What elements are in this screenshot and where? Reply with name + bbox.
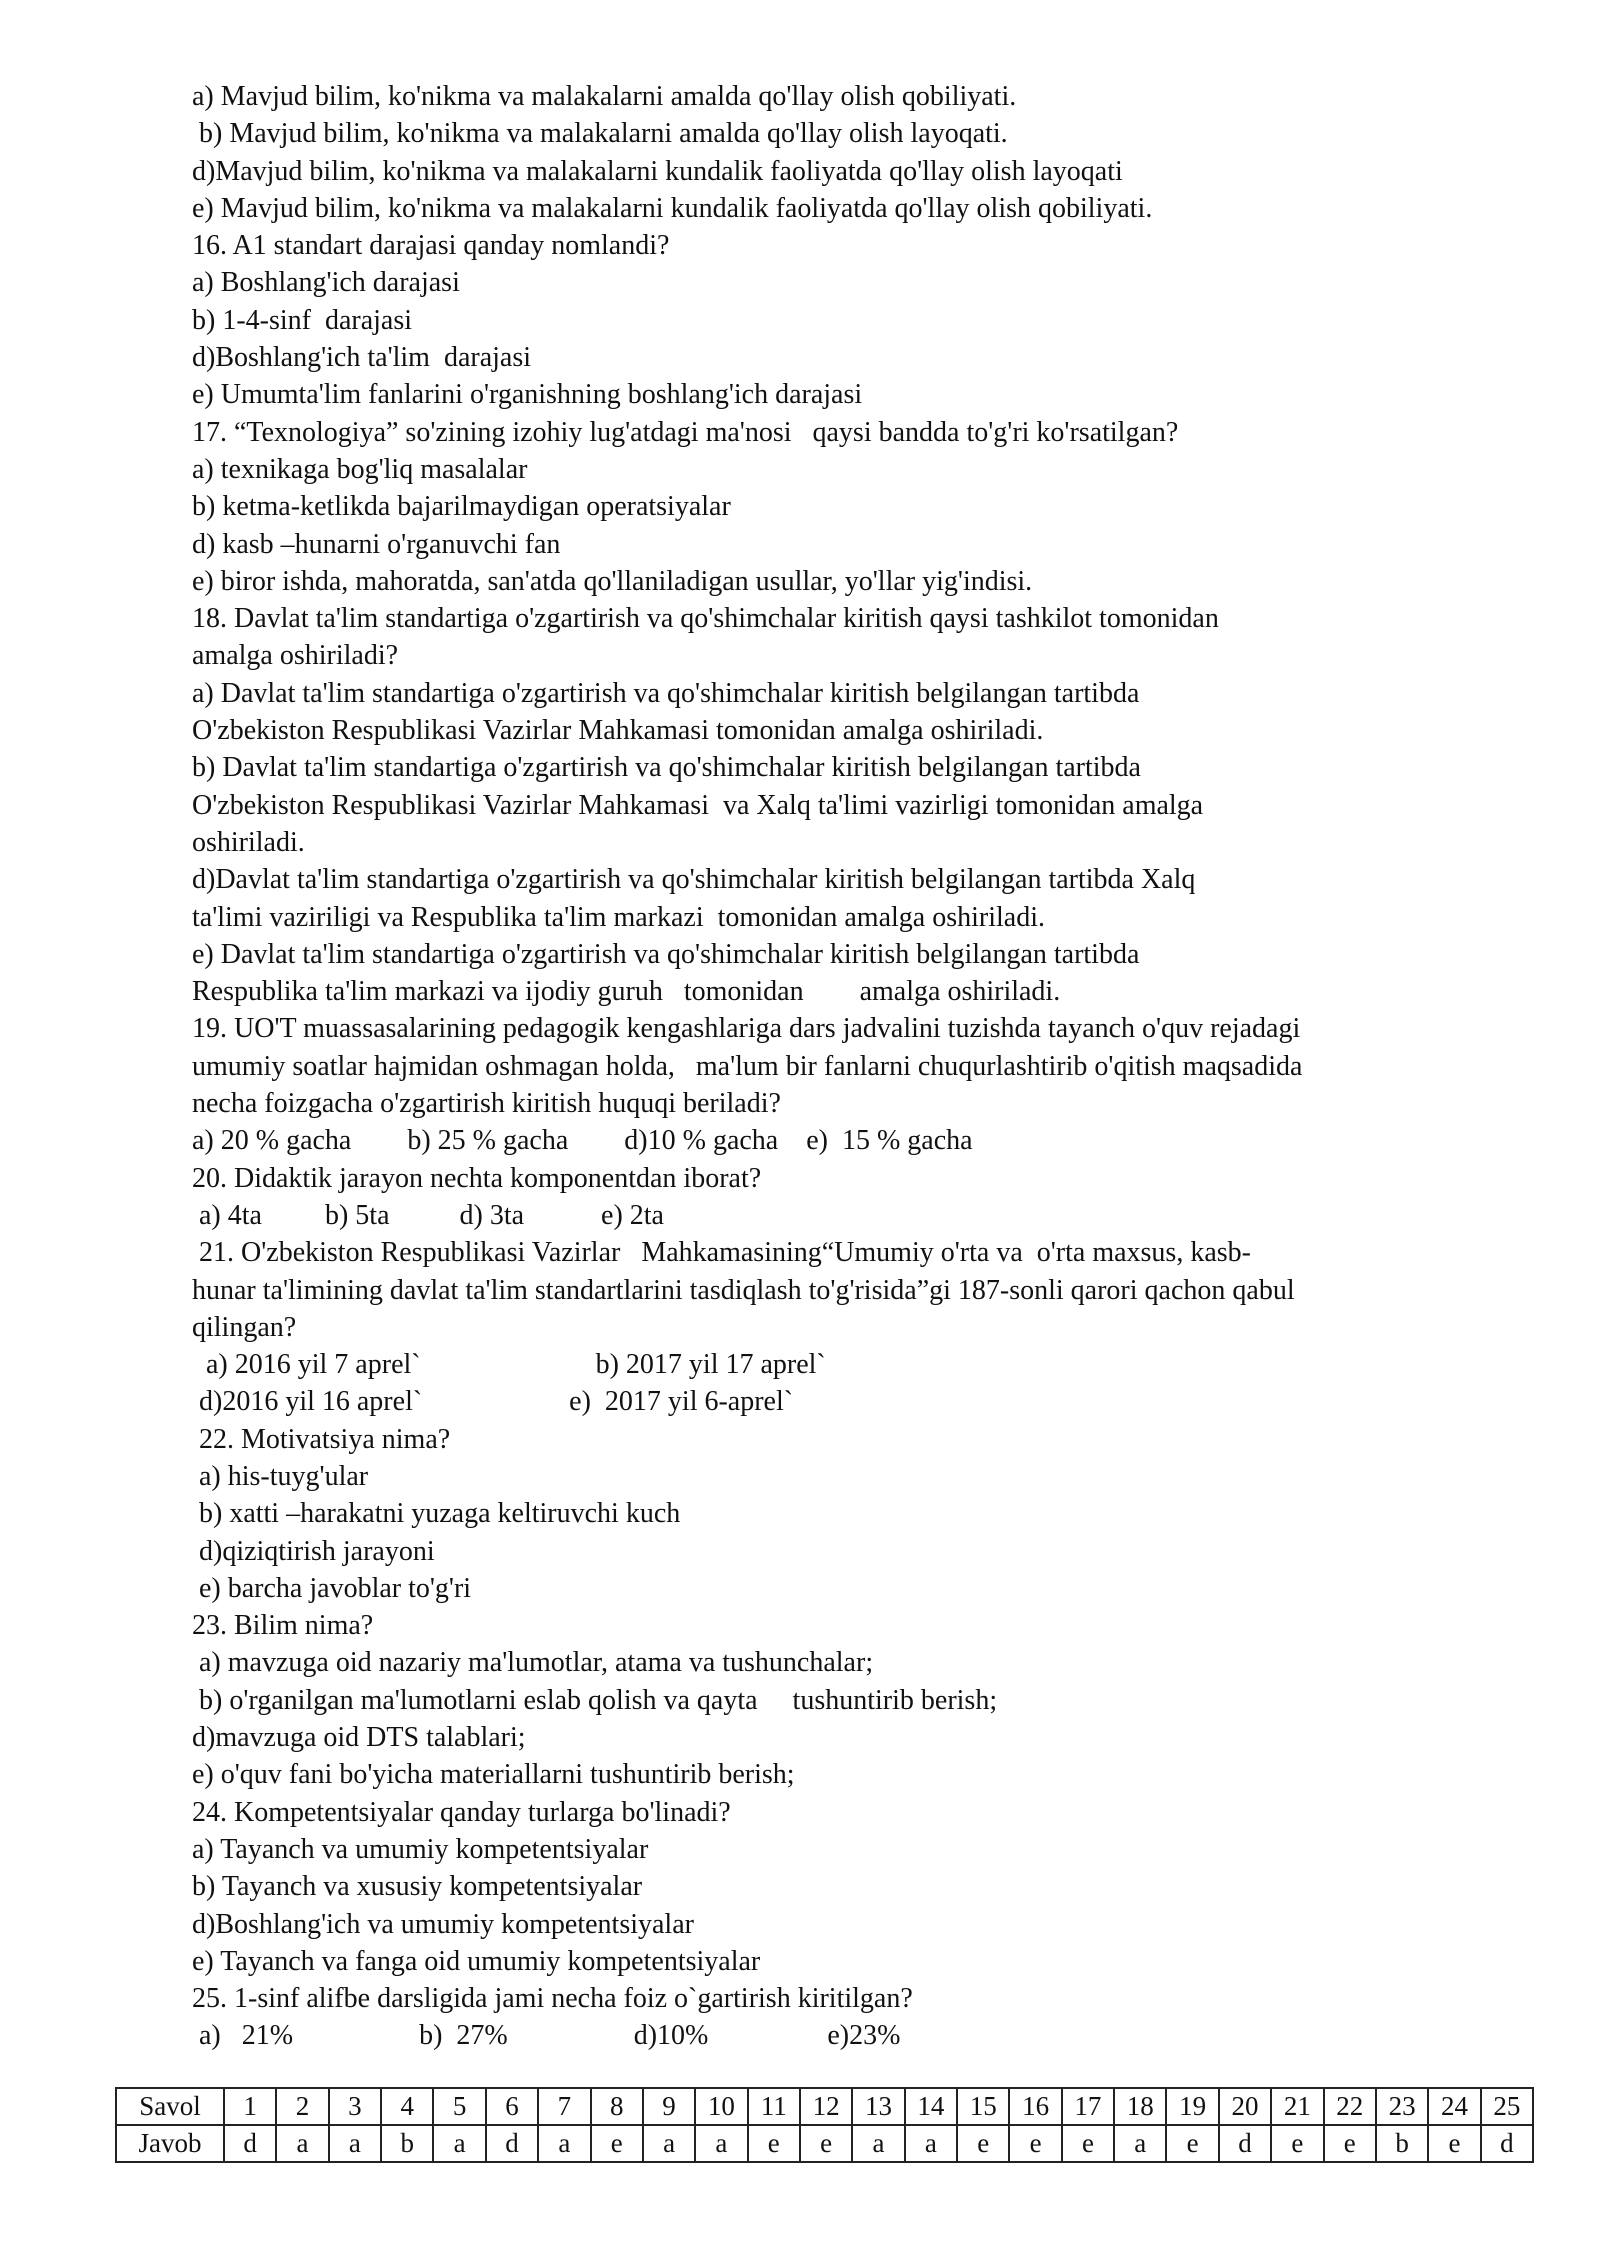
answer-cell: e: [1324, 2125, 1376, 2162]
text-line: O'zbekiston Respublikasi Vazirlar Mahkamasi tomonidan amalga oshiriladi.: [192, 715, 1044, 747]
question-number-cell: 5: [433, 2088, 485, 2125]
question-numbers-row: [116, 2088, 1533, 2125]
answer-cell: e: [1166, 2125, 1218, 2162]
answer-cell: d: [486, 2125, 538, 2162]
question-number-cell: 22: [1324, 2088, 1376, 2125]
text-line: a) 2016 yil 7 aprel` b) 2017 yil 17 aprel`: [192, 1349, 826, 1381]
question-number-cell: 12: [800, 2088, 852, 2125]
text-line: a) texnikaga bog'liq masalalar: [192, 453, 528, 485]
answer-cell: a: [276, 2125, 328, 2162]
text-line: 19. UO'T muassasalarining pedagogik kengashlariga dars jadvalini tuzishda tayanch o'quv rejadagi: [192, 1013, 1301, 1045]
answer-cell: a: [852, 2125, 904, 2162]
answer-cell: a: [905, 2125, 957, 2162]
text-line: a) Mavjud bilim, ko'nikma va malakalarni amalda qo'llay olish qobiliyati.: [192, 81, 1017, 112]
text-line: b) xatti –harakatni yuzaga keltiruvchi kuch: [192, 1498, 681, 1530]
text-line: d)Mavjud bilim, ko'nikma va malakalarni kundalik faoliyatda qo'llay olish layoqati: [192, 155, 1123, 187]
question-number-cell: 20: [1219, 2088, 1271, 2125]
text-line: ta'limi vaziriligi va Respublika ta'lim markazi tomonidan amalga oshiriladi.: [192, 901, 1045, 933]
answer-cell: a: [433, 2125, 485, 2162]
text-line: b) Davlat ta'lim standartiga o'zgartirish va qo'shimchalar kiritish belgilangan tartibda: [192, 752, 1141, 784]
text-line: 25. 1-sinf alifbe darsligida jami necha foiz o`gartirish kiritilgan?: [192, 1983, 913, 2015]
document-body: [192, 78, 1492, 2055]
question-number-cell: 2: [276, 2088, 328, 2125]
text-line: d)Boshlang'ich va umumiy kompetentsiyalar: [192, 1908, 694, 1940]
text-line: amalga oshiriladi?: [192, 640, 399, 672]
question-number-cell: 16: [1009, 2088, 1061, 2125]
text-line: e) Umumta'lim fanlarini o'rganishning boshlang'ich darajasi: [192, 379, 863, 411]
question-number-cell: 25: [1481, 2088, 1533, 2125]
answer-cell: a: [1114, 2125, 1166, 2162]
text-line: b) o'rganilgan ma'lumotlarni eslab qolish va qayta tushuntirib berish;: [192, 1684, 998, 1716]
answer-cell: e: [1271, 2125, 1323, 2162]
text-line: d)mavzuga oid DTS talablari;: [192, 1722, 526, 1754]
text-line: e) Davlat ta'lim standartiga o'zgartirish va qo'shimchalar kiritish belgilangan tartibda: [192, 938, 1140, 970]
question-number-cell: 24: [1428, 2088, 1480, 2125]
question-number-cell: 17: [1062, 2088, 1114, 2125]
answer-cell: a: [695, 2125, 747, 2162]
text-line: e) o'quv fani bo'yicha materiallarni tushuntirib berish;: [192, 1759, 795, 1791]
answer-cell: e: [1062, 2125, 1114, 2162]
answer-cell: a: [538, 2125, 590, 2162]
question-number-cell: 15: [957, 2088, 1009, 2125]
text-line: 21. O'zbekiston Respublikasi Vazirlar Mahkamasining“Umumiy o'rta va o'rta maxsus, kasb-: [192, 1237, 1251, 1269]
text-line: a) Davlat ta'lim standartiga o'zgartirish va qo'shimchalar kiritish belgilangan tartibda: [192, 677, 1140, 709]
question-number-cell: 6: [486, 2088, 538, 2125]
answer-cell: a: [329, 2125, 381, 2162]
question-number-cell: 4: [381, 2088, 433, 2125]
question-number-cell: 19: [1166, 2088, 1218, 2125]
question-number-cell: 1: [224, 2088, 276, 2125]
text-line: 18. Davlat ta'lim standartiga o'zgartirish va qo'shimchalar kiritish qaysi tashkilot tomonidan: [192, 603, 1219, 635]
answer-cell: e: [1428, 2125, 1480, 2162]
text-line: O'zbekiston Respublikasi Vazirlar Mahkamasi va Xalq ta'limi vazirligi tomonidan amalga: [192, 789, 1204, 821]
text-line: qilingan?: [192, 1311, 297, 1343]
answer-cell: e: [748, 2125, 800, 2162]
text-line: Respublika ta'lim markazi va ijodiy guruh tomonidan amalga oshiriladi.: [192, 976, 1061, 1008]
question-number-cell: 9: [643, 2088, 695, 2125]
answer-cell: b: [381, 2125, 433, 2162]
question-number-cell: 23: [1376, 2088, 1428, 2125]
text-line: a) his-tuyg'ular: [192, 1460, 369, 1492]
answer-cell: d: [1481, 2125, 1533, 2162]
answer-cell: b: [1376, 2125, 1428, 2162]
text-line: e) Mavjud bilim, ko'nikma va malakalarni kundalik faoliyatda qo'llay olish qobiliyati.: [192, 192, 1153, 224]
text-line: a) 4ta b) 5ta d) 3ta e) 2ta: [192, 1199, 664, 1231]
text-line: b) Mavjud bilim, ko'nikma va malakalarni amalda qo'llay olish layoqati.: [192, 118, 1008, 150]
text-line: d)2016 yil 16 aprel` e) 2017 yil 6-aprel`: [192, 1386, 794, 1418]
question-number-cell: 8: [591, 2088, 643, 2125]
answer-cell: d: [1219, 2125, 1271, 2162]
text-line: oshiriladi.: [192, 826, 305, 858]
question-number-cell: 10: [695, 2088, 747, 2125]
text-line: d) kasb –hunarni o'rganuvchi fan: [192, 528, 561, 560]
text-line: a) 21% b) 27% d)10% e)23%: [192, 2020, 901, 2052]
answers-row: [116, 2125, 1533, 2162]
question-number-cell: 13: [852, 2088, 904, 2125]
question-number-cell: 11: [748, 2088, 800, 2125]
text-line: e) biror ishda, mahoratda, san'atda qo'llaniladigan usullar, yo'llar yig'indisi.: [192, 565, 1033, 597]
question-number-cell: 3: [329, 2088, 381, 2125]
text-line: 17. “Texnologiya” so'zining izohiy lug'atdagi ma'nosi qaysi bandda to'g'ri ko'rsatilgan?: [192, 416, 1179, 448]
question-number-cell: 21: [1271, 2088, 1323, 2125]
answer-cell: d: [224, 2125, 276, 2162]
row-label-javob: Javob: [116, 2125, 224, 2162]
text-line: b) 1-4-sinf darajasi: [192, 304, 413, 336]
text-line: a) Tayanch va umumiy kompetentsiyalar: [192, 1833, 649, 1865]
text-line: hunar ta'limining davlat ta'lim standartlarini tasdiqlash to'g'risida”gi 187-sonli qarori qachon qabul: [192, 1274, 1295, 1306]
question-number-cell: 7: [538, 2088, 590, 2125]
text-line: 20. Didaktik jarayon nechta komponentdan iborat?: [192, 1162, 762, 1194]
answer-cell: e: [1009, 2125, 1061, 2162]
text-line: necha foizgacha o'zgartirish kiritish huquqi beriladi?: [192, 1088, 781, 1120]
text-line: b) ketma-ketlikda bajarilmaydigan operatsiyalar: [192, 491, 731, 523]
answer-cell: e: [957, 2125, 1009, 2162]
text-line: a) mavzuga oid nazariy ma'lumotlar, atama va tushunchalar;: [192, 1647, 874, 1679]
answer-cell: e: [800, 2125, 852, 2162]
text-line: e) barcha javoblar to'g'ri: [192, 1572, 472, 1604]
text-line: 22. Motivatsiya nima?: [192, 1423, 451, 1455]
text-line: a) 20 % gacha b) 25 % gacha d)10 % gacha e) 15 % gacha: [192, 1125, 973, 1157]
text-line: d)Boshlang'ich ta'lim darajasi: [192, 342, 532, 374]
text-line: d)Davlat ta'lim standartiga o'zgartirish va qo'shimchalar kiritish belgilangan tartibda Xalq: [192, 864, 1196, 896]
text-line: e) Tayanch va fanga oid umumiy kompetentsiyalar: [192, 1945, 761, 1977]
text-line: b) Tayanch va xususiy kompetentsiyalar: [192, 1871, 643, 1903]
text-line: umumiy soatlar hajmidan oshmagan holda, ma'lum bir fanlarni chuqurlashtirib o'qitish maqsadida: [192, 1050, 1303, 1082]
text-line: d)qiziqtirish jarayoni: [192, 1535, 435, 1567]
question-number-cell: 14: [905, 2088, 957, 2125]
question-number-cell: 18: [1114, 2088, 1166, 2125]
text-line: 16. A1 standart darajasi qanday nomlandi?: [192, 230, 670, 262]
text-line: a) Boshlang'ich darajasi: [192, 267, 460, 299]
row-label-savol: Savol: [116, 2088, 224, 2125]
answer-key-table: [115, 2087, 1534, 2163]
text-line: 24. Kompetentsiyalar qanday turlarga bo'linadi?: [192, 1796, 731, 1828]
answer-cell: e: [591, 2125, 643, 2162]
text-line: 23. Bilim nima?: [192, 1610, 374, 1642]
answer-cell: a: [643, 2125, 695, 2162]
